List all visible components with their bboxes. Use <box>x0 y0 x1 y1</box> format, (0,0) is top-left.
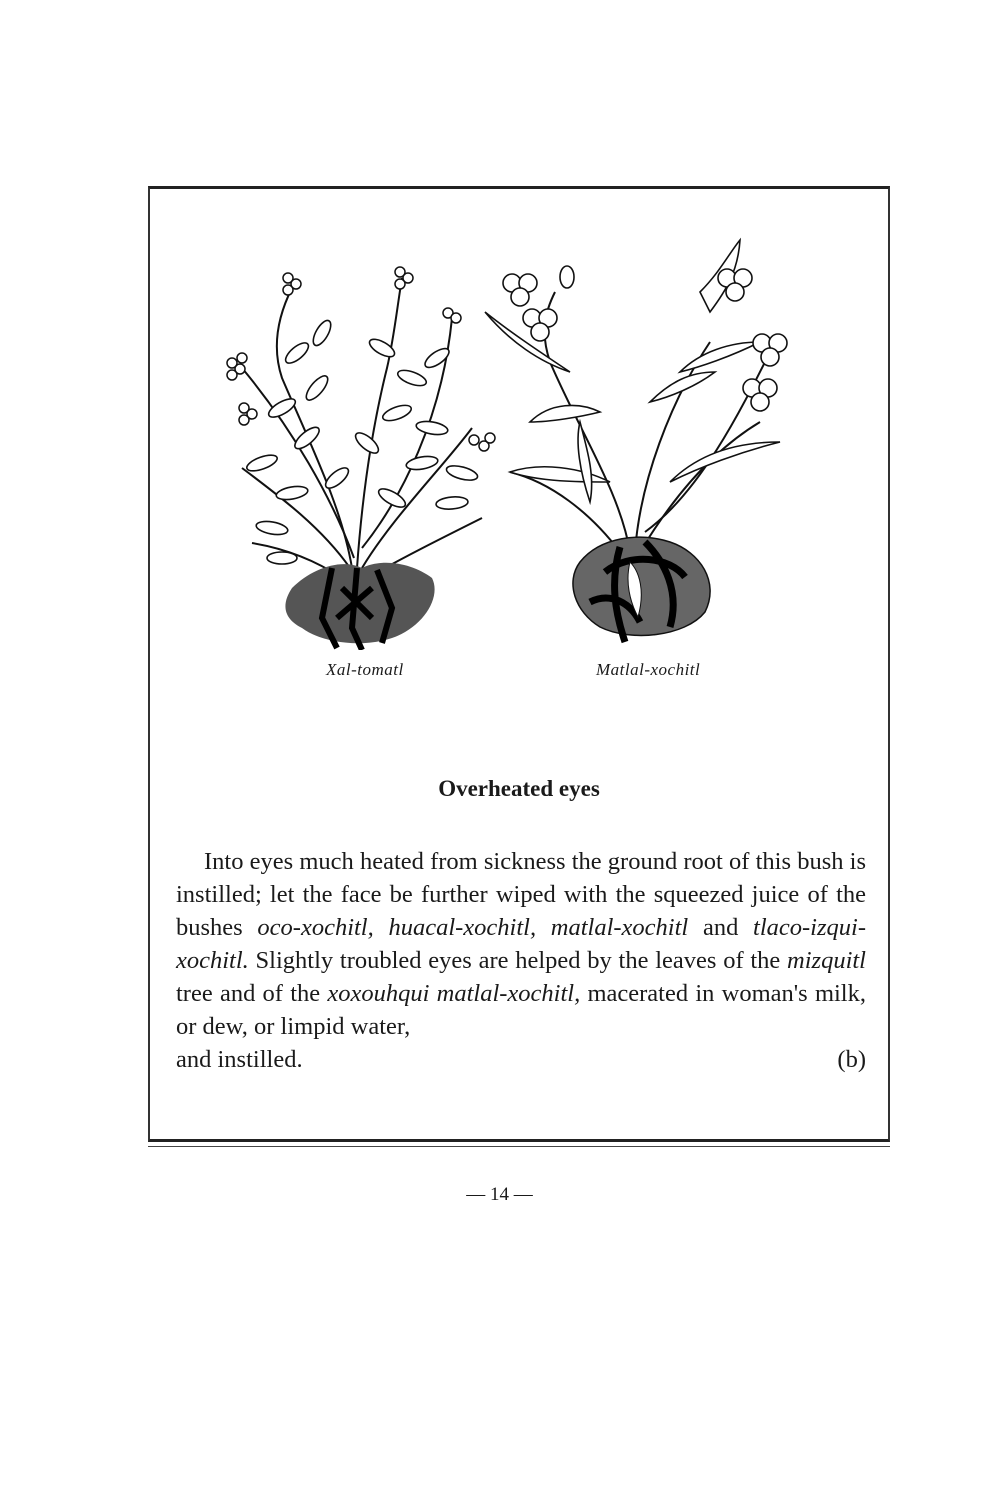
final-text: and instilled. <box>176 1046 303 1073</box>
final-line <box>176 1043 866 1076</box>
remedy-paragraph <box>176 845 866 1043</box>
paragraph-segment: Into eyes much heated from sickness the ground root of this bush is instilled; let the face be further wiped with the squeezed juice of the bushes <box>176 848 866 941</box>
section-heading: Overheated eyes <box>438 776 600 801</box>
plant-name-italic: oco-xochitl, huacal-xochitl, matlal-xochitl <box>257 914 689 941</box>
left-plant-caption: Xal-tomatl <box>326 660 404 679</box>
paragraph-segment: macerated in woman's milk, or dew, or limpid water, <box>176 980 866 1040</box>
paragraph-segment: tree and of the <box>176 980 328 1007</box>
right-plant-caption: Matlal-xochitl <box>596 660 701 679</box>
plant-name-italic: xoxouhqui matlal-xochitl, <box>327 980 581 1007</box>
plant-name-italic: tlaco-izqui-xochitl. <box>176 914 866 974</box>
paragraph-segment: Slightly troubled eyes are helped by the leaves of the <box>248 947 788 974</box>
paragraph-segment: and <box>688 914 754 941</box>
body-text <box>176 845 866 1076</box>
matlal-xochitl-illustration <box>470 232 800 652</box>
source-marker: (b) <box>837 1046 866 1073</box>
plant-name-italic: mizquitl <box>787 947 866 974</box>
page-number: — 14 — <box>466 1184 533 1205</box>
